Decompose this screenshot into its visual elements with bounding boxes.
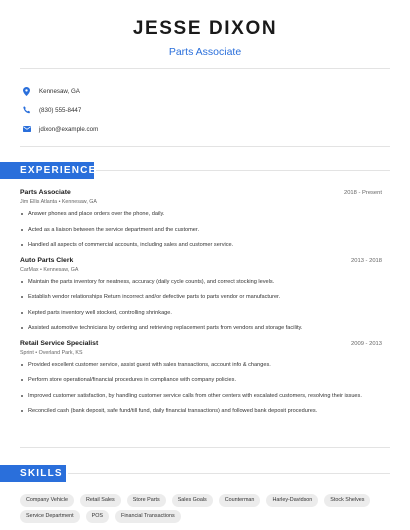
job-entry [20,340,382,416]
location-pin-icon [22,87,31,96]
skill-chip: Financial Transactions [115,510,181,523]
job-employer: Sprint • Overland Park, KS [20,349,83,356]
skill-chip: Company Vehicle [20,494,74,507]
contact-location [22,82,98,100]
contact-location-text: Kennesaw, GA [39,87,80,95]
job-role: Parts Associate [20,189,71,196]
skill-chip: POS [86,510,109,523]
job-bullet: Answer phones and place orders over the phone, daily. [20,210,382,218]
job-entry [20,189,382,249]
job-bullet: Maintain the parts inventory for neatness, accuracy (daily cycle counts), and correct stocking levels. [20,278,382,286]
header-divider [20,68,390,69]
skill-chip: Sales Goals [172,494,213,507]
contact-list [22,82,98,139]
job-bullet: Establish vendor relationships Return incorrect and/or defective parts to parts vendor or manufacturer. [20,293,382,301]
job-bullet: Acted as a liaison between the service department and the customer. [20,226,382,234]
contact-phone-text: (830) 555-8447 [39,106,82,114]
candidate-name: JESSE DIXON [132,18,278,39]
contact-phone [22,101,98,119]
contact-email [22,120,98,138]
skill-chip: Harley-Davidson [266,494,318,507]
email-icon [22,125,31,134]
skill-chip: Stock Shelves [324,494,370,507]
job-bullet: Provided excellent customer service, assist guest with sales transactions, account info & changes. [20,361,382,369]
contact-email-text[interactable]: jdixon@example.com [39,125,99,133]
skill-chip: Counterman [219,494,261,507]
job-role: Auto Parts Clerk [20,256,74,264]
phone-icon [22,106,31,115]
job-role: Retail Service Specialist [20,339,99,347]
job-bullet: Perform store operational/financial procedures in compliance with company policies. [20,376,382,384]
job-dates: 2009 - 2013 [351,340,382,347]
job-bullet: Reconciled cash (bank deposit, safe fund/till fund, daily financial transactions) and followed bank deposit procedures. [20,407,382,415]
job-bullet: Assisted automotive technicians by ordering and retrieving replacement parts from vendors and storage facility. [20,324,382,332]
job-bullet: Handled all aspects of commercial accounts, including sales and customer service. [20,241,382,249]
job-employer: CarMax • Kennesaw, GA [20,266,79,273]
experience-heading: EXPERIENCE [0,162,94,179]
experience-list [20,189,382,423]
skills-heading: SKILLS [0,465,66,482]
skill-chip: Store Parts [127,494,166,507]
experience-divider [20,447,390,448]
job-entry [20,257,382,333]
contact-divider [20,146,390,147]
skill-chip: Retail Sales [80,494,121,507]
resume-header [0,0,410,59]
skills-list [20,494,390,526]
job-bullet: Kepted parts inventory well stocked, controlling shrinkage. [20,309,382,317]
job-dates: 2013 - 2018 [351,257,382,264]
experience-rule [96,170,390,171]
job-title: Parts Associate [168,46,242,58]
skills-rule [68,473,390,474]
job-employer: Jim Ellis Atlanta • Kennesaw, GA [20,199,97,205]
job-dates: 2018 - Present [343,190,382,196]
job-bullet: Improved customer satisfaction, by handling customer service calls from other centers with escalated customers, resolving their issues. [20,392,382,400]
skill-chip: Service Department [20,510,80,523]
